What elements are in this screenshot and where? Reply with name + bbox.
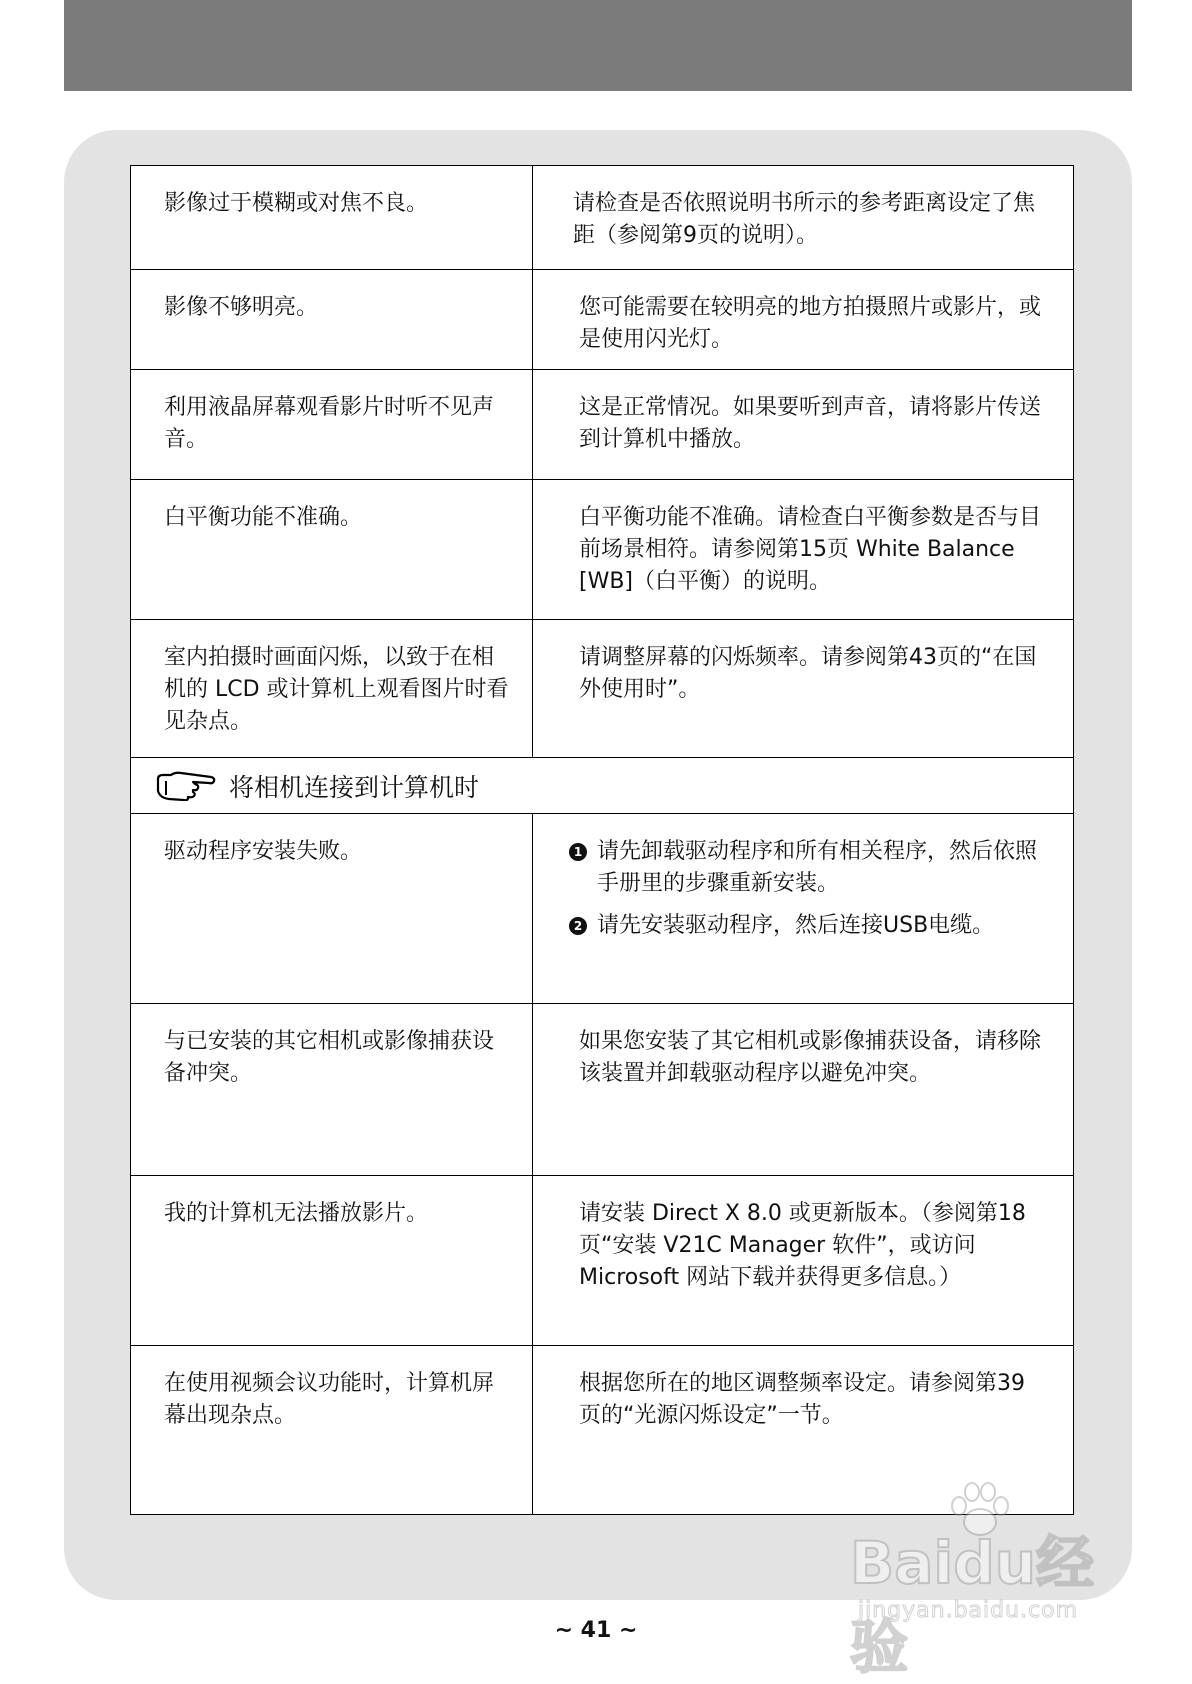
problem-cell: 与已安装的其它相机或影像捕获设备冲突。 [131, 1004, 533, 1175]
table-row [131, 166, 1073, 270]
solution-cell: 根据您所在的地区调整频率设定。请参阅第39页的“光源闪烁设定”一节。 [579, 1371, 1025, 1428]
solution-cell: 请调整屏幕的闪烁频率。请参阅第43页的“在国外使用时”。 [579, 645, 1037, 702]
problem-cell: 影像过于模糊或对焦不良。 [131, 166, 533, 269]
problem-cell: 利用液晶屏幕观看影片时听不见声音。 [131, 370, 533, 479]
solution-step [573, 910, 1043, 942]
table-row [131, 480, 1073, 620]
solution-cell: 请安装 Direct X 8.0 或更新版本。（参阅第18页“安装 V21C Manager 软件”，或访问 Microsoft 网站下载并获得更多信息。） [579, 1201, 1026, 1290]
solution-cell: 这是正常情况。如果要听到声音，请将影片传送到计算机中播放。 [579, 395, 1042, 452]
table-row [131, 1004, 1073, 1176]
solution-step [573, 836, 1043, 900]
problem-cell: 在使用视频会议功能时，计算机屏幕出现杂点。 [131, 1346, 533, 1514]
table-row [131, 1176, 1073, 1346]
problem-cell: 室内拍摄时画面闪烁，以致于在相机的 LCD 或计算机上观看图片时看见杂点。 [131, 620, 533, 757]
solution-cell: 您可能需要在较明亮的地方拍摄照片或影片，或是使用闪光灯。 [579, 295, 1042, 352]
troubleshooting-table [130, 165, 1074, 1515]
problem-cell: 我的计算机无法播放影片。 [131, 1176, 533, 1345]
table-row [131, 1346, 1073, 1514]
step-number-icon: 1 [569, 843, 587, 861]
section-title: 将相机连接到计算机时 [229, 772, 480, 802]
step-text: 请先卸载驱动程序和所有相关程序，然后依照手册里的步骤重新安装。 [597, 839, 1038, 896]
watermark [850, 1506, 1130, 1681]
problem-cell: 影像不够明亮。 [131, 270, 533, 369]
problem-cell: 白平衡功能不准确。 [131, 480, 533, 619]
problem-cell: 驱动程序安装失败。 [131, 814, 533, 1003]
table-row [131, 370, 1073, 480]
solution-cell: 白平衡功能不准确。请检查白平衡参数是否与目前场景相符。请参阅第15页 White Balance [WB]（白平衡）的说明。 [579, 505, 1042, 594]
table-row [131, 814, 1073, 1004]
solution-cell: 请检查是否依照说明书所示的参考距离设定了焦距（参阅第9页的说明）。 [573, 191, 1036, 248]
step-text: 请先安装驱动程序，然后连接USB电缆。 [597, 913, 995, 938]
page-number: ~ 41 ~ [554, 1618, 638, 1643]
table-row [131, 270, 1073, 370]
solution-cell [533, 814, 1073, 1003]
header-bar [64, 0, 1132, 91]
watermark-logo: Baidu经验 [850, 1529, 1095, 1681]
table-row [131, 620, 1073, 758]
step-number-icon: 2 [569, 917, 587, 935]
section-heading [131, 758, 1073, 814]
pointing-hand-icon [155, 771, 217, 801]
solution-cell: 如果您安装了其它相机或影像捕获设备，请移除该装置并卸载驱动程序以避免冲突。 [579, 1029, 1042, 1086]
watermark-url: jingyan.baidu.com [858, 1598, 1079, 1623]
